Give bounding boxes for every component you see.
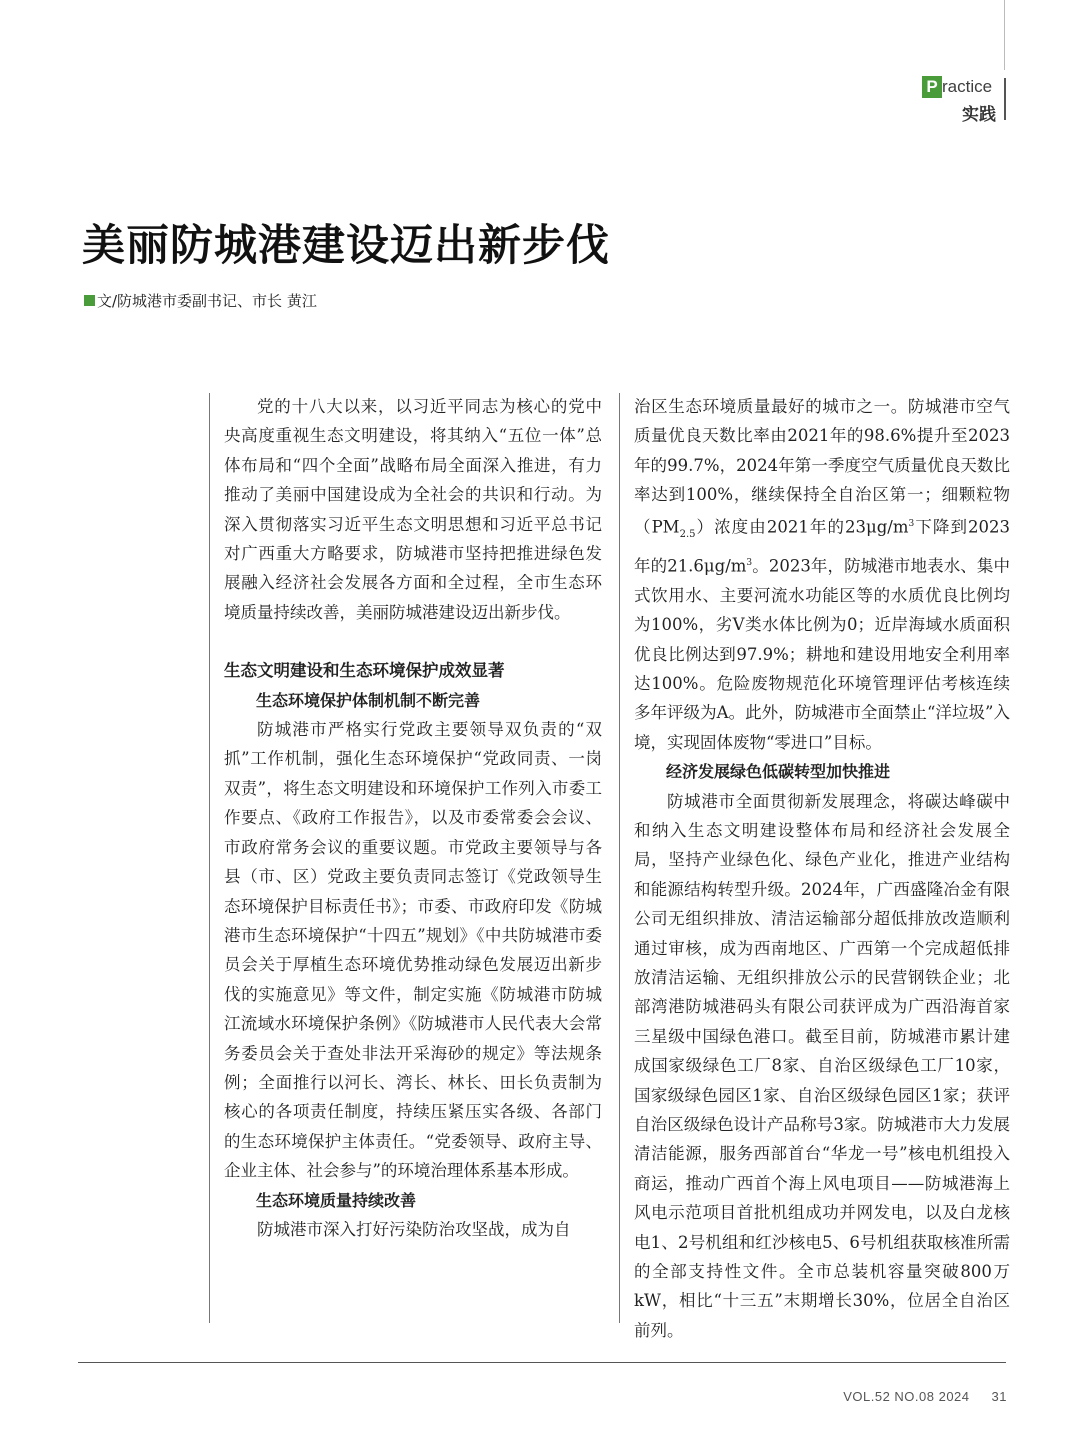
subheading-institutions: 生态环境保护体制机制不断完善 bbox=[256, 690, 481, 710]
byline-marker-icon bbox=[84, 295, 95, 306]
para2-text-c: 下降到2023年的21.6μg/m bbox=[634, 517, 1011, 576]
section-initial-box: P bbox=[922, 76, 942, 98]
section-label-en bbox=[922, 76, 1006, 98]
main-heading: 生态文明建设和生态环境保护成效显著 bbox=[224, 661, 505, 681]
byline-text: 文/防城港市委副书记、市长 黄江 bbox=[97, 292, 317, 310]
paragraph-environment-quality-start: 防城港市深入打好污染防治攻坚战，成为自 bbox=[257, 1219, 571, 1239]
section-tag bbox=[922, 76, 1006, 125]
left-column bbox=[224, 392, 602, 1244]
paragraph-green-transition: 防城港市全面贯彻新发展理念，将碳达峰碳中和纳入生态文明建设整体布局和经济社会发展全局，坚持产业绿色化、绿色产业化，推进产业结构和能源结构转型升级。2024年，广西盛隆冶金有限公司无组织排放、清洁运输部分超低排放改造顺利通过审核，成为西南地区、广西第一个完成超低排放清洁运输、无组织排放公示的民营钢铁企业；北部湾港防城港码头有限公司获评成为广西沿海首家三星级中国绿色港口。截至目前，防城港市累计建成国家级绿色工厂8家、自治区级绿色工厂10家，国家级绿色园区1家、自治区级绿色园区1家；获评自治区级绿色设计产品称号3家。防城港市大力发展清洁能源，服务西部首台“华龙一号”核电机组投入商运，推动广西首个海上风电项目——防城港海上风电示范项目首批机组成功并网发电，以及白龙核电1、2号机组和红沙核电5、6号机组获取核准所需的全部支持性文件。全市总装机容量突破800万kW，相比“十三五”末期增长30%，位居全自治区前列。 bbox=[634, 791, 1010, 1340]
byline bbox=[84, 290, 317, 311]
para2-text-a: 治区生态环境质量最好的城市之一。防城港市空气质量优良天数比率由2021年的98.6%提升至2023年的99.7%，2024年第一季度空气质量优良天数比率达到100%，继续保持全自治区第一；细颗粒物（PM bbox=[634, 397, 1010, 537]
footer bbox=[843, 1389, 1007, 1404]
para2-text-b: ）浓度由2021年的23μg/m bbox=[695, 517, 909, 537]
footer-rule bbox=[78, 1362, 1006, 1363]
subheading-environment-quality: 生态环境质量持续改善 bbox=[256, 1190, 417, 1210]
section-label-cn: 实践 bbox=[962, 105, 996, 125]
section-label-en-rest: ractice bbox=[942, 77, 993, 96]
issue-info: VOL.52 NO.08 2024 bbox=[843, 1389, 970, 1404]
page-number: 31 bbox=[991, 1389, 1007, 1404]
paragraph-institutions: 防城港市严格实行党政主要领导双负责的“双抓”工作机制，强化生态环境保护“党政同责、一岗双责”，将生态文明建设和环境保护工作列入市委工作要点、《政府工作报告》，以及市委常委会会议、市政府常务会议的重要议题。市党政主要领导与各县（市、区）党政主要负责同志签订《党政领导生态环境保护目标责任书》；市委、市政府印发《防城港市生态环境保护“十四五”规划》《中共防城港市委员会关于厚植生态环境优势推动绿色发展迈出新步伐的实施意见》等文件，制定实施《防城港市防城江流域水环境保护条例》《防城港市人民代表大会常务委员会关于查处非法开采海砂的规定》等法规条例；全面推行以河长、湾长、林长、田长负责制为核心的各项责任制度，持续压紧压实各级、各部门的生态环境保护主体责任。“党委领导、政府主导、企业主体、社会参与”的环境治理体系基本形成。 bbox=[224, 720, 602, 1181]
middle-column-rule bbox=[619, 393, 620, 1323]
right-column bbox=[634, 392, 1010, 1345]
left-column-rule bbox=[209, 393, 210, 1323]
subheading-green-transition: 经济发展绿色低碳转型加快推进 bbox=[666, 762, 891, 782]
section-tag-rule bbox=[1004, 78, 1006, 120]
cubic-superscript-a: 3 bbox=[908, 518, 915, 529]
intro-paragraph: 党的十八大以来，以习近平同志为核心的党中央高度重视生态文明建设，将其纳入“五位一体”总体布局和“四个全面”战略布局全面深入推进，有力推动了美丽中国建设成为全社会的共识和行动。为深入贯彻落实习近平生态文明思想和习近平总书记对广西重大方略要求，防城港市坚持把推进绿色发展融入经济社会发展各方面和全过程，全市生态环境质量持续改善，美丽防城港建设迈出新步伐。 bbox=[224, 397, 602, 622]
cubic-superscript-b: 3 bbox=[746, 557, 753, 568]
pm-subscript: 2.5 bbox=[679, 528, 696, 540]
article-title: 美丽防城港建设迈出新步伐 bbox=[82, 221, 610, 271]
paragraph-environment-quality-continued bbox=[634, 392, 1010, 757]
top-right-rule bbox=[1004, 0, 1005, 70]
para2-text-d: 。2023年，防城港市地表水、集中式饮用水、主要河流水功能区等的水质优良比例均为100%，劣Ⅴ类水体比例为0；近岸海域水质面积优良比例达到97.9%；耕地和建设用地安全利用率达100%。危险废物规范化环境管理评估考核连续多年评级为A。此外，防城港市全面禁止“洋垃圾”入境，实现固体废物“零进口”目标。 bbox=[634, 556, 1010, 752]
